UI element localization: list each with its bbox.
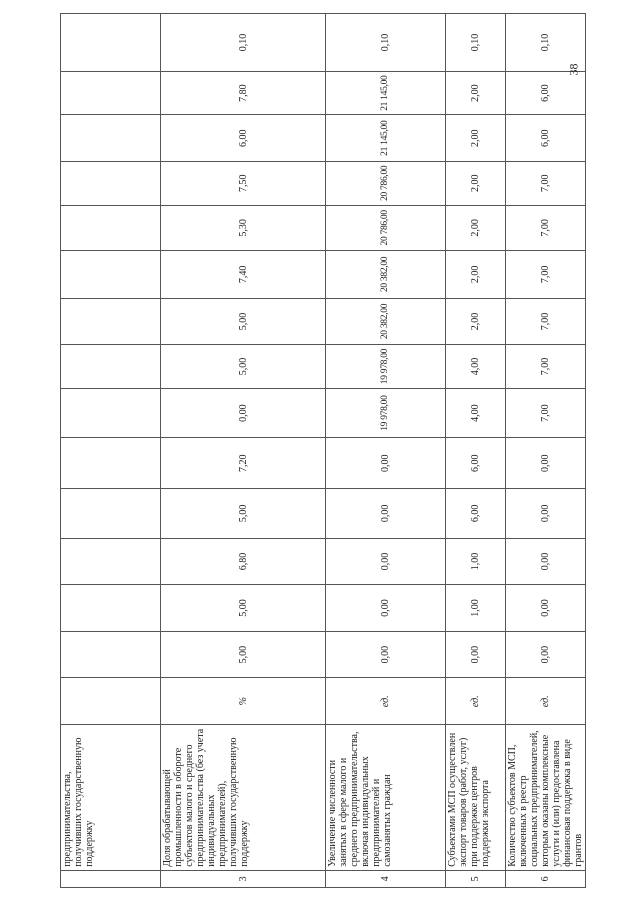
row-index: 4 bbox=[326, 870, 446, 887]
page-number: 38 bbox=[566, 63, 581, 76]
value-cell bbox=[61, 489, 161, 539]
value-cell: 20 382,00 bbox=[326, 251, 446, 299]
value-cell bbox=[61, 161, 161, 205]
value-cell: 20 786,00 bbox=[326, 205, 446, 251]
row-index: 3 bbox=[161, 870, 326, 887]
value-cell: 4,00 bbox=[446, 345, 506, 389]
value-cell: 0,00 bbox=[326, 489, 446, 539]
value-cell: 19 978,00 bbox=[326, 345, 446, 389]
value-cell: 5,00 bbox=[161, 489, 326, 539]
value-cell: 5,00 bbox=[161, 298, 326, 345]
row-index: 5 bbox=[446, 870, 506, 887]
value-cell: 1,00 bbox=[446, 585, 506, 632]
table-row bbox=[161, 14, 326, 888]
value-cell: 7,20 bbox=[161, 438, 326, 489]
rotated-table-container bbox=[60, 13, 584, 888]
value-cell bbox=[61, 631, 161, 678]
row-index bbox=[61, 870, 161, 887]
value-cell: 19 978,00 bbox=[326, 388, 446, 438]
unit-cell: ед. bbox=[446, 678, 506, 725]
value-cell: 0,10 bbox=[161, 14, 326, 72]
table-row bbox=[326, 14, 446, 888]
value-cell: 5,00 bbox=[161, 631, 326, 678]
value-cell bbox=[61, 585, 161, 632]
value-cell: 0,00 bbox=[326, 631, 446, 678]
value-cell: 7,00 bbox=[506, 251, 586, 299]
value-cell: 7,80 bbox=[161, 71, 326, 115]
indicator-name: Увеличение численности занятых в сфере малого и среднего предпринимательства, включая индивидуальных предпринимателей и самозанятых граждан bbox=[326, 724, 446, 870]
value-cell: 21 145,00 bbox=[326, 71, 446, 115]
value-cell: 2,00 bbox=[446, 298, 506, 345]
value-cell bbox=[61, 298, 161, 345]
value-cell: 7,00 bbox=[506, 345, 586, 389]
value-cell bbox=[61, 71, 161, 115]
value-cell: 7,00 bbox=[506, 388, 586, 438]
value-cell: 20 786,00 bbox=[326, 161, 446, 205]
value-cell: 7,00 bbox=[506, 205, 586, 251]
value-cell: 0,00 bbox=[326, 585, 446, 632]
table-row bbox=[446, 14, 506, 888]
value-cell: 5,00 bbox=[161, 345, 326, 389]
value-cell: 6,00 bbox=[446, 489, 506, 539]
value-cell: 20 382,00 bbox=[326, 298, 446, 345]
value-cell: 0,00 bbox=[161, 388, 326, 438]
value-cell bbox=[61, 538, 161, 585]
value-cell: 4,00 bbox=[446, 388, 506, 438]
value-cell: 2,00 bbox=[446, 71, 506, 115]
indicator-name: Субъектами МСП осуществлен экспорт товаров (работ, услуг) при поддержке центров поддержки экспорта bbox=[446, 724, 506, 870]
value-cell bbox=[61, 438, 161, 489]
value-cell: 7,50 bbox=[161, 161, 326, 205]
value-cell: 0,00 bbox=[446, 631, 506, 678]
indicator-name: предпринимательства, получивших государственную поддержку bbox=[61, 724, 161, 870]
value-cell: 0,10 bbox=[326, 14, 446, 72]
table-row bbox=[506, 14, 586, 888]
value-cell: 1,00 bbox=[446, 538, 506, 585]
value-cell: 0,00 bbox=[326, 438, 446, 489]
value-cell: 0,00 bbox=[506, 538, 586, 585]
value-cell: 6,80 bbox=[161, 538, 326, 585]
indicator-name: Количество субъектов МСП, включенных в реестр социальных предпринимателей, которым оказаны комплексные услуги и (или) предоставлена финансовая поддержка в виде грантов bbox=[506, 724, 586, 870]
value-cell: 6,00 bbox=[161, 115, 326, 162]
value-cell: 6,00 bbox=[506, 115, 586, 162]
value-cell: 0,00 bbox=[326, 538, 446, 585]
unit-cell: ед. bbox=[506, 678, 586, 725]
value-cell: 7,00 bbox=[506, 161, 586, 205]
indicator-name: Доля обрабатывающей промышленности в обороте субъектов малого и среднего предпринимательства (без учета индивидуальных предпринимателей), получивших государственную поддержку bbox=[161, 724, 326, 870]
value-cell: 2,00 bbox=[446, 251, 506, 299]
value-cell: 0,00 bbox=[506, 631, 586, 678]
value-cell: 0,10 bbox=[506, 14, 586, 72]
value-cell: 0,00 bbox=[506, 585, 586, 632]
value-cell: 0,00 bbox=[506, 489, 586, 539]
value-cell: 0,10 bbox=[446, 14, 506, 72]
value-cell bbox=[61, 251, 161, 299]
value-cell: 21 145,00 bbox=[326, 115, 446, 162]
value-cell: 2,00 bbox=[446, 161, 506, 205]
unit-cell: ед. bbox=[326, 678, 446, 725]
value-cell bbox=[61, 345, 161, 389]
row-index: 6 bbox=[506, 870, 586, 887]
value-cell: 6,00 bbox=[506, 71, 586, 115]
table-row bbox=[61, 14, 161, 888]
value-cell: 7,40 bbox=[161, 251, 326, 299]
value-cell: 5,30 bbox=[161, 205, 326, 251]
value-cell bbox=[61, 115, 161, 162]
value-cell: 2,00 bbox=[446, 115, 506, 162]
value-cell: 2,00 bbox=[446, 205, 506, 251]
unit-cell bbox=[61, 678, 161, 725]
value-cell: 6,00 bbox=[446, 438, 506, 489]
value-cell bbox=[61, 14, 161, 72]
indicators-table bbox=[60, 13, 586, 888]
value-cell: 0,00 bbox=[506, 438, 586, 489]
value-cell: 7,00 bbox=[506, 298, 586, 345]
value-cell: 5,00 bbox=[161, 585, 326, 632]
unit-cell: % bbox=[161, 678, 326, 725]
value-cell bbox=[61, 388, 161, 438]
value-cell bbox=[61, 205, 161, 251]
